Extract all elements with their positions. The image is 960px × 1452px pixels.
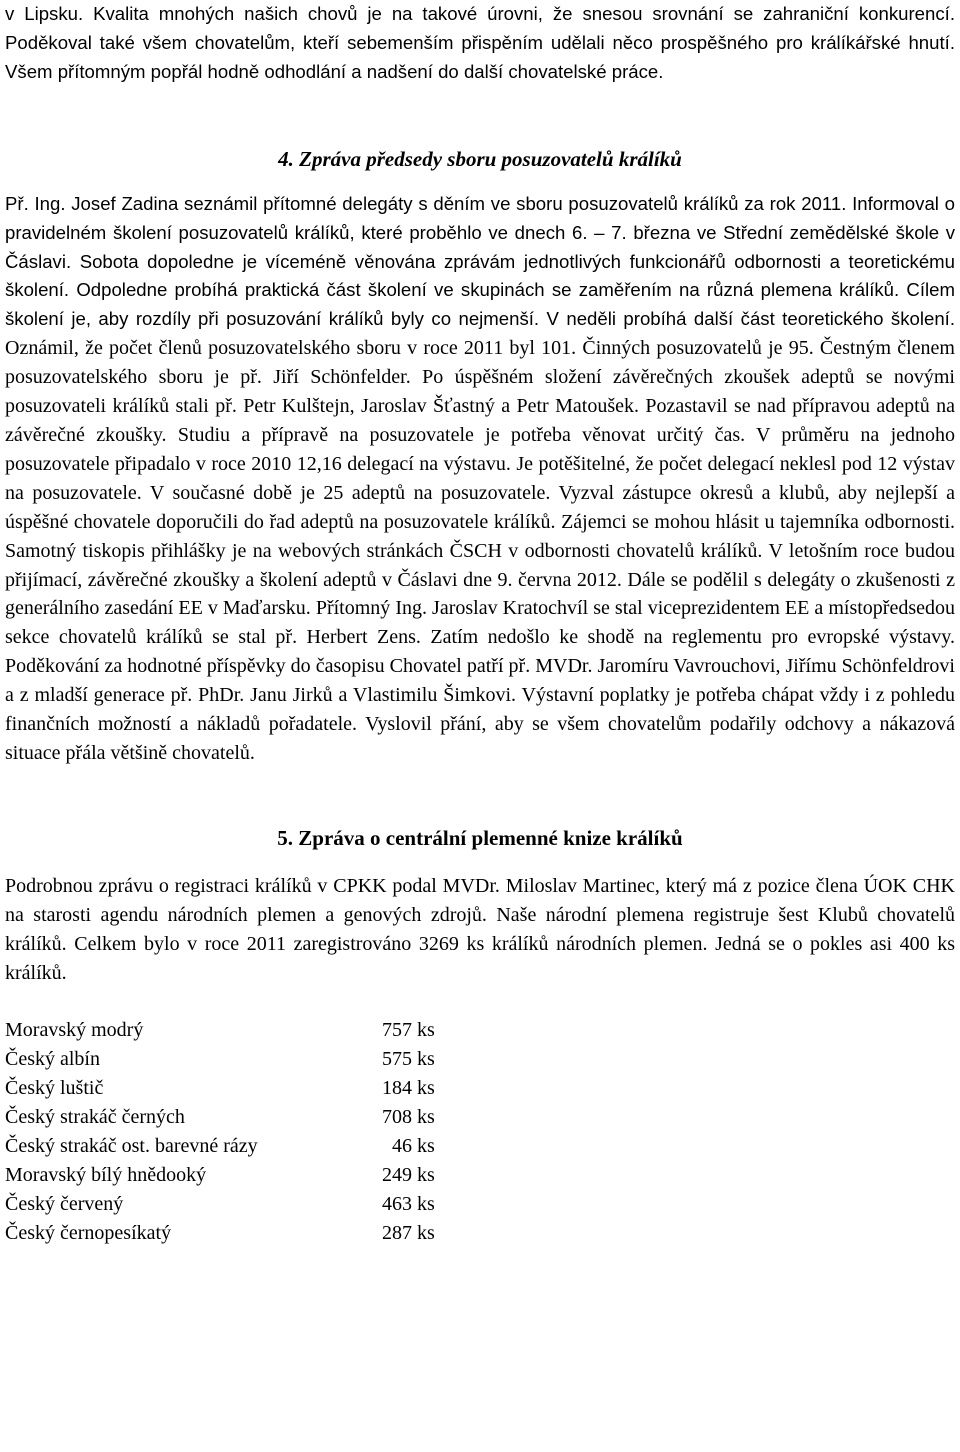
breed-count	[376, 1074, 435, 1103]
breed-row	[5, 1132, 435, 1161]
breed-count-unit: ks	[417, 1077, 435, 1100]
breed-count	[376, 1190, 435, 1219]
breed-count	[376, 1103, 435, 1132]
breed-count-value: 575	[382, 1048, 412, 1071]
breed-name: Moravský modrý	[5, 1019, 144, 1042]
breed-name: Moravský bílý hnědooký	[5, 1164, 207, 1187]
section-4-paragraph	[5, 190, 955, 768]
breed-count-unit: ks	[417, 1048, 435, 1071]
breed-count-value: 249	[382, 1164, 412, 1187]
breed-row	[5, 1190, 435, 1219]
breed-count-unit: ks	[417, 1193, 435, 1216]
section-4-heading: 4. Zpráva předsedy sboru posuzovatelů králíků	[278, 146, 682, 171]
breed-count-unit: ks	[417, 1164, 435, 1187]
breed-count-value: 463	[382, 1193, 412, 1216]
breed-name: Český strakáč černých	[5, 1106, 185, 1129]
breed-count	[376, 1016, 435, 1045]
breed-count	[376, 1132, 435, 1161]
section-5-heading: 5. Zpráva o centrální plemenné knize králíků	[277, 825, 683, 850]
breed-count	[376, 1219, 435, 1248]
breed-count-value: 184	[382, 1077, 412, 1100]
breed-count-value: 46	[392, 1135, 412, 1158]
breed-row	[5, 1103, 435, 1132]
breed-name: Český červený	[5, 1193, 124, 1216]
breed-count-value: 708	[382, 1106, 412, 1129]
breed-name: Český černopesíkatý	[5, 1222, 172, 1245]
breed-count	[376, 1045, 435, 1074]
breed-count	[376, 1161, 435, 1190]
document-page	[5, 0, 955, 1248]
breed-count-unit: ks	[417, 1222, 435, 1245]
section-4-text-serif: Oznámil, že počet členů posuzovatelského sboru v roce 2011 byl 101. Činných posuzovatelů je 95. Čestným členem posuzovatelského sboru je př. Jiří Schönfelder. Po úspěšném složení závěrečných zkoušek adeptů se novými posuzovateli králíků stali př. Petr Kulštejn, Jaroslav Šťastný a Petr Matoušek. Pozastavil se nad přípravou adeptů na závěrečné zkoušky. Studiu a přípravě na posuzovatele je potřeba věnovat určitý čas. V průměru na jednoho posuzovatele připadalo v roce 2010 12,16 delegací na výstavu. Je potěšitelné, že počet delegací neklesl pod 12 výstav na posuzovatele. V současné době je 25 adeptů na posuzovatele. Vyzval zástupce okresů a klubů, aby nejlepší a úspěšné chovatele doporučili do řad adeptů na posuzovatele králíků. Zájemci se mohou hlásit u tajemníka odbornosti. Samotný tiskopis přihlášky je na webových stránkách ČSCH v odbornosti chovatelů králíků. V letošním roce budou přijímací, závěrečné zkoušky a školení adeptů v Čáslavi dne 9. června 2012. Dále se podělil s delegáty o zkušenosti z generálního zasedání EE v Maďarsku. Přítomný Ing. Jaroslav Kratochvíl se stal viceprezidentem EE a místopředsedou sekce chovatelů králíků se stal př. Herbert Zens. Zatím nedošlo ke shodě na reglementu pro evropské výstavy. Poděkování za hodnotné příspěvky do časopisu Chovatel patří př. MVDr. Jaromíru Vavrouchovi, Jiřímu Schönfeldrovi a z mladší generace př. PhDr. Janu Jirků a Vlastimilu Šimkovi. Výstavní poplatky je potřeba chápat vždy i z pohledu finančních možností a nákladů pořadatele. Vyslovil přání, aby se všem chovatelům podařily odchovy a nákazová situace přála většině chovatelů.	[5, 337, 955, 764]
section-4-text-sans: Př. Ing. Josef Zadina seznámil přítomné delegáty s děním ve sboru posuzovatelů králíků za rok 2011. Informoval o pravidelném školení posuzovatelů králíků, které proběhlo ve dnech 6. – 7. března ve Střední zemědělské škole v Čáslavi. Sobota dopoledne je víceméně věnována zprávám jednotlivých funkcionářů odbornosti a teoretickému školení. Odpoledne probíhá praktická část školení ve skupinách se zaměřením na různá plemena králíků. Cílem školení je, aby rozdíly při posuzování králíků byly co nejmenší. V neděli probíhá další část teoretického školení.	[5, 192, 955, 330]
breed-count-value: 287	[382, 1222, 412, 1245]
breed-count-unit: ks	[417, 1135, 435, 1158]
section-5-paragraph: Podrobnou zprávu o registraci králíků v CPKK podal MVDr. Miloslav Martinec, který má z pozice člena ÚOK CHK na starosti agendu národních plemen a genových zdrojů. Naše národní plemena registruje šest Klubů chovatelů králíků. Celkem bylo v roce 2011 zaregistrováno 3269 ks králíků národních plemen. Jedná se o pokles asi 400 ks králíků.	[5, 874, 955, 984]
breed-row	[5, 1219, 435, 1248]
breed-registration-table	[5, 1016, 435, 1248]
breed-name: Český luštič	[5, 1077, 104, 1100]
breed-row	[5, 1016, 435, 1045]
breed-count-value: 757	[382, 1019, 412, 1042]
breed-count-unit: ks	[417, 1019, 435, 1042]
breed-name: Český strakáč ost. barevné rázy	[5, 1135, 258, 1158]
breed-row	[5, 1161, 435, 1190]
breed-row	[5, 1045, 435, 1074]
breed-count-unit: ks	[417, 1106, 435, 1129]
breed-row	[5, 1074, 435, 1103]
breed-name: Český albín	[5, 1048, 100, 1071]
intro-paragraph: v Lipsku. Kvalita mnohých našich chovů je na takové úrovni, že snesou srovnání se zahraniční konkurencí. Poděkoval také všem chovatelům, kteří sebemenším přispěním udělali něco prospěšného pro králíkářské hnutí. Všem přítomným popřál hodně odhodlání a nadšení do další chovatelské práce.	[5, 3, 955, 82]
